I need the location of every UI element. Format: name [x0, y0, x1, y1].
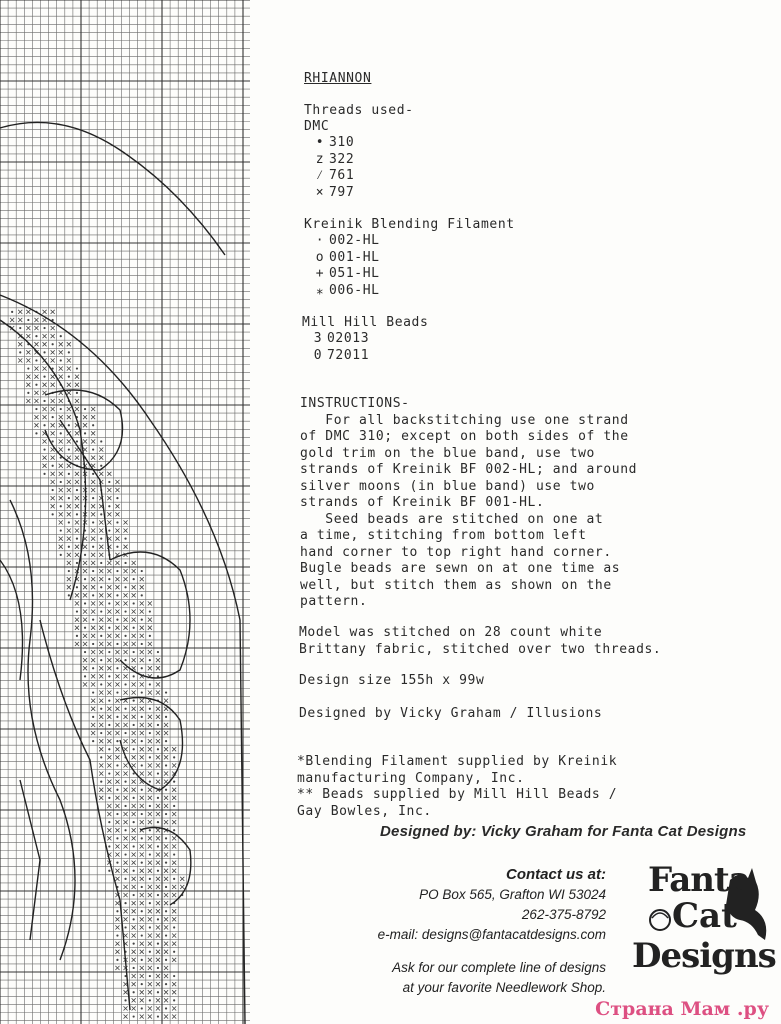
thread-code: 797 — [329, 184, 355, 200]
instruction-line: strands of Kreinik BF 002-HL; and around — [300, 462, 638, 477]
thread-row — [311, 283, 380, 300]
thread-code: 001-HL — [329, 249, 380, 265]
thread-row — [311, 135, 354, 152]
thread-row — [311, 250, 380, 267]
kreinik-label: Kreinik Blending Filament — [304, 217, 515, 232]
beads-list — [309, 331, 369, 364]
thread-symbol: × — [315, 184, 325, 200]
thread-code: 310 — [329, 135, 355, 150]
contact-heading: Contact us at: — [505, 866, 606, 883]
bead-row — [309, 331, 369, 348]
contact-phone: 262-375-8792 — [521, 907, 606, 922]
thread-code: 002-HL — [329, 233, 380, 248]
thread-symbol: • — [315, 135, 325, 150]
bead-code: 02013 — [327, 331, 370, 346]
contact-address: PO Box 565, Grafton WI 53024 — [419, 887, 606, 902]
instruction-line: For all backstitching use one strand — [300, 412, 629, 428]
bead-code: 72011 — [327, 347, 370, 363]
thread-symbol: o — [315, 249, 325, 265]
bead-row — [309, 348, 369, 365]
beads-label: Mill Hill Beads — [302, 315, 429, 330]
instruction-line: pattern. — [300, 594, 368, 609]
fanta-cat-logo — [630, 860, 775, 980]
instruction-line: Seed beads are stitched on one at — [300, 511, 604, 527]
ask-block — [392, 958, 606, 998]
contact-block — [378, 865, 606, 945]
supplier-line: Gay Bowles, Inc. — [297, 803, 432, 819]
ask-line: Ask for our complete line of designs — [392, 960, 606, 975]
thread-code: 322 — [329, 151, 355, 167]
bead-symbol: 3 — [313, 331, 323, 346]
supplier-line: *Blending Filament supplied by Kreinik — [297, 754, 618, 769]
instructions-block — [300, 396, 637, 611]
dmc-label: DMC — [304, 119, 330, 134]
instruction-line: gold trim on the blue band, use two — [300, 445, 595, 461]
thread-row — [311, 233, 380, 250]
instructions-heading: INSTRUCTIONS- — [300, 396, 410, 411]
instruction-line: hand corner to top right hand corner. — [300, 544, 612, 560]
thread-symbol: · — [315, 233, 325, 248]
cross-stitch-chart — [0, 0, 250, 1024]
model-line: Model was stitched on 28 count white — [299, 625, 603, 640]
thread-code: 006-HL — [329, 282, 380, 298]
logo-word-designs: Designs — [632, 936, 776, 976]
instruction-line: strands of Kreinik BF 001-HL. — [300, 495, 545, 510]
thread-symbol: z — [315, 151, 325, 167]
thread-code: 761 — [329, 168, 355, 183]
dmc-thread-list — [311, 135, 354, 201]
thread-row — [311, 266, 380, 283]
pattern-title: RHIANNON — [304, 71, 372, 86]
supplier-notes — [297, 754, 617, 820]
thread-symbol: ⁄ — [315, 168, 325, 183]
design-size: Design size 155h x 99w — [299, 673, 485, 688]
model-line: Brittany fabric, stitched over two threads. — [299, 641, 662, 657]
instruction-line: a time, stitching from bottom left — [300, 528, 587, 543]
kreinik-thread-list — [311, 233, 380, 299]
model-info — [299, 625, 661, 658]
thread-symbol: ⁎ — [316, 282, 324, 298]
threads-heading: Threads used- — [304, 103, 414, 118]
logo-word-fanta: Fanta — [648, 860, 750, 900]
thread-row — [311, 168, 354, 185]
logo-word-cat: Cat — [672, 896, 737, 936]
thread-row — [311, 185, 354, 202]
thread-code: 051-HL — [329, 266, 380, 281]
thread-row — [311, 152, 354, 169]
supplier-line: manufacturing Company, Inc. — [297, 770, 525, 786]
instruction-line: well, but stitch them as shown on the — [300, 577, 612, 593]
fanta-cat-credit: Designed by: Vicky Graham for Fanta Cat Designs — [380, 823, 747, 840]
instruction-line: of DMC 310; except on both sides of the — [300, 429, 629, 444]
instruction-line: Bugle beads are sewn on at one time as — [300, 561, 621, 576]
instruction-line: silver moons (in blue band) use two — [300, 478, 595, 494]
site-watermark: Страна Мам .ру — [595, 998, 769, 1020]
bead-symbol: 0 — [313, 347, 323, 363]
supplier-line: ** Beads supplied by Mill Hill Beads / — [297, 787, 618, 802]
contact-email: e-mail: designs@fantacatdesigns.com — [377, 927, 606, 942]
ask-line: at your favorite Needlework Shop. — [402, 980, 606, 995]
thread-symbol: + — [315, 266, 325, 281]
designer-credit: Designed by Vicky Graham / Illusions — [299, 706, 603, 721]
